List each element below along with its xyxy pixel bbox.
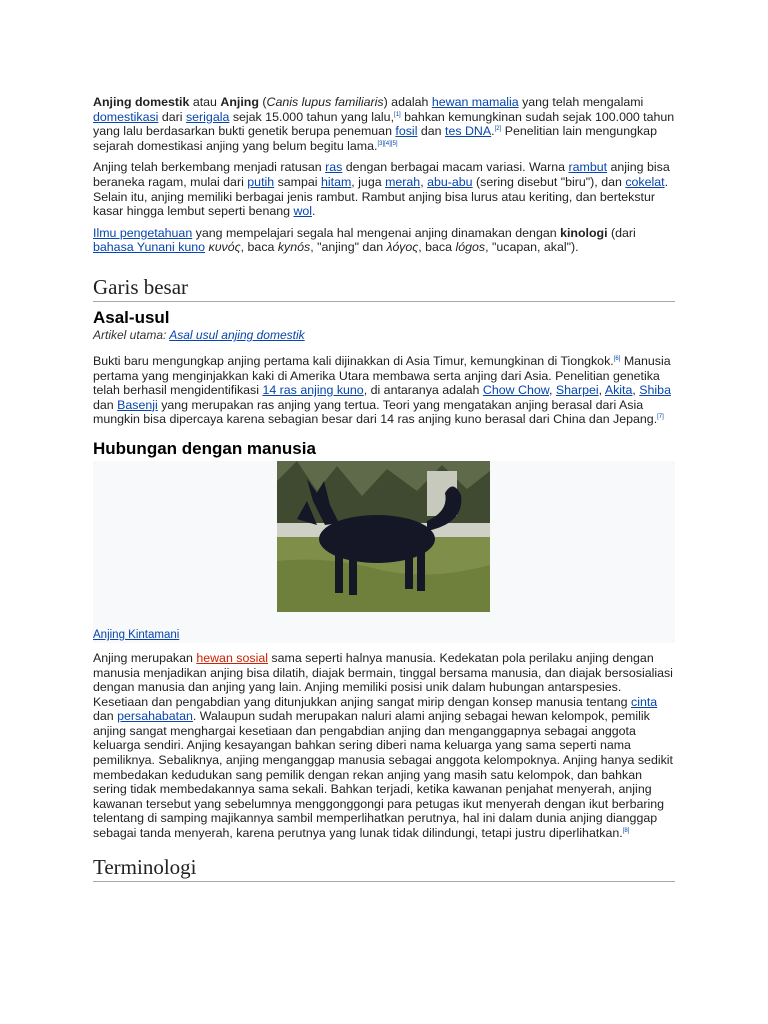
paragraph-asal-usul: Bukti baru mengungkap anjing pertama kali dijinakkan di Asia Timur, kemungkinan di Tiongkok.[6] Manusia pertama yang menginjakkan kaki di Amerika Utara membawa serta anjing dari Asia. Penelitian genetika telah berhasil mengidentifikasi 14 ras anjing kuno, di antaranya adalah Chow Chow, Sharpei, Akita, Shiba dan Basenji yang merupakan ras anjing yang tertua. Teori yang mengatakan anjing berasal dari Asia mungkin bisa dipercaya karena sebagian besar dari 14 ras anjing kuno berasal dari China dan Jepang.[7]: [93, 353, 671, 427]
link-cinta[interactable]: cinta: [631, 694, 658, 709]
link-ilmu-pengetahuan[interactable]: Ilmu pengetahuan: [93, 225, 193, 240]
caption-anjing-kintamani[interactable]: Anjing Kintamani: [93, 628, 180, 641]
citation-7[interactable]: [7]: [657, 414, 664, 421]
intro-paragraph-1: Anjing domestik atau Anjing (Canis lupus familiaris) adalah hewan mamalia yang telah mengalami domestikasi dari serigala sejak 15.000 tahun yang lalu,[1] bahkan kemungkinan sudah sejak 100.000 tahun yang lalu berdasarkan bukti genetik berupa penemuan fosil dan tes DNA.[2] Penelitian lain mengungkap sejarah domestikasi anjing yang belum begitu lama.[3][4][5]: [93, 95, 675, 153]
link-bahasa-yunani-kuno[interactable]: bahasa Yunani kuno: [93, 240, 206, 255]
intro-paragraph-2: Anjing telah berkembang menjadi ratusan ras dengan berbagai macam variasi. Warna rambut anjing bisa beraneka ragam, mulai dari putih sampai hitam, juga merah, abu-abu (sering disebut "biru"), dan cokelat. Selain itu, anjing memiliki berbagai jenis rambut. Rambut anjing bisa lurus atau keriting, dan bertekstur kasar hingga lembut seperti benang wol.: [93, 160, 670, 219]
link-persahabatan[interactable]: persahabatan: [117, 709, 193, 724]
link-akita[interactable]: Akita: [604, 383, 633, 398]
link-14-ras-anjing-kuno[interactable]: 14 ras anjing kuno: [262, 383, 364, 398]
link-hewan-sosial[interactable]: hewan sosial: [196, 650, 268, 665]
paragraph-hubungan: Anjing merupakan hewan sosial sama seperti halnya manusia. Kedekatan pola perilaku anjing dengan manusia menjadikan anjing bisa dilatih, diajak bermain, tinggal bersama manusia, dan diajak bersosialiasi dengan manusia dan anjing yang lain. Anjing memiliki posisi unik dalam hubungan antarspesies. Kesetiaan dan pengabdian yang ditunjukkan anjing sangat mirip dengan konsep manusia tentang cinta dan persahabatan. Walaupun sudah merupakan naluri alami anjing sebagai hewan kelompok, pemilik anjing sangat menghargai kesetiaan dan pengabdian anjing dan menganggapnya sebagai anggota keluarga sendiri. Anjing kesayangan bahkan sering diberi nama keluarga yang sama seperti nama pemiliknya. Sebaliknya, anjing menganggap manusia sebagai anggota kelompoknya. Anjing hanya sedikit membedakan kedudukan sang pemilik dengan rekan anjing yang masih satu kelompok, dan bahkan sering tidak membedakannya sama sekali. Bahkan terjadi, ketika kawanan penjahat menyerah, anjing kawanan tersebut yang sebelumnya menggonggongi para petugas ikut menyerah dengan ikut berbaring telentang di samping majikannya sambil memperlihatkan perutnya, hal ini dalam dunia anjing dianggap sebagai tanda menyerah, karena perutnya yang lunak tidak dilindungi, tetapi justru diperlihatkan.[8]: [93, 650, 673, 841]
heading-terminologi: Terminologi: [93, 855, 675, 882]
image-figure: [93, 461, 675, 643]
citation-2[interactable]: [2]: [494, 126, 502, 133]
citation-6[interactable]: [6]: [613, 355, 621, 362]
link-basenji[interactable]: Basenji: [117, 397, 158, 412]
link-putih[interactable]: putih: [247, 174, 275, 189]
link-sharpei[interactable]: Sharpei: [555, 383, 599, 398]
citation-8[interactable]: [8]: [622, 827, 630, 834]
dog-image: [277, 461, 490, 612]
hatnote-main-article: Artikel utama: Asal usul anjing domestik: [93, 327, 305, 342]
link-serigala[interactable]: serigala: [185, 109, 230, 124]
link-hewan-mamalia[interactable]: hewan mamalia: [431, 95, 519, 109]
article-body: [93, 95, 675, 882]
link-tes-dna[interactable]: tes DNA: [445, 124, 492, 139]
heading-garis-besar: Garis besar: [93, 275, 675, 302]
link-abu-abu[interactable]: abu-abu: [427, 174, 473, 189]
link-merah[interactable]: merah: [385, 174, 421, 189]
dog-photo[interactable]: [277, 461, 490, 612]
link-rambut[interactable]: rambut: [568, 160, 608, 175]
link-wol[interactable]: wol: [293, 204, 313, 219]
link-chow-chow[interactable]: Chow Chow: [482, 383, 550, 398]
heading-asal-usul: Asal-usul: [93, 307, 170, 327]
link-hitam[interactable]: hitam: [320, 174, 352, 189]
heading-hubungan-dengan-manusia: Hubungan dengan manusia: [93, 438, 316, 458]
intro-paragraph-3: Ilmu pengetahuan yang mempelajari segala hal mengenai anjing dinamakan dengan kinologi (dari bahasa Yunani kuno κυνός, baca kynós, "anjing" dan λόγος, baca lógos, "ucapan, akal").: [93, 225, 636, 255]
link-cokelat[interactable]: cokelat: [625, 174, 665, 189]
link-domestikasi[interactable]: domestikasi: [93, 109, 159, 124]
link-asal-usul-anjing-domestik[interactable]: Asal usul anjing domestik: [169, 327, 305, 342]
link-shiba[interactable]: Shiba: [639, 383, 671, 398]
citation-1[interactable]: [1]: [394, 111, 401, 118]
link-fosil[interactable]: fosil: [395, 124, 418, 139]
citation-3-5[interactable]: [3][4][5]: [377, 140, 398, 147]
link-ras[interactable]: ras: [325, 160, 343, 175]
